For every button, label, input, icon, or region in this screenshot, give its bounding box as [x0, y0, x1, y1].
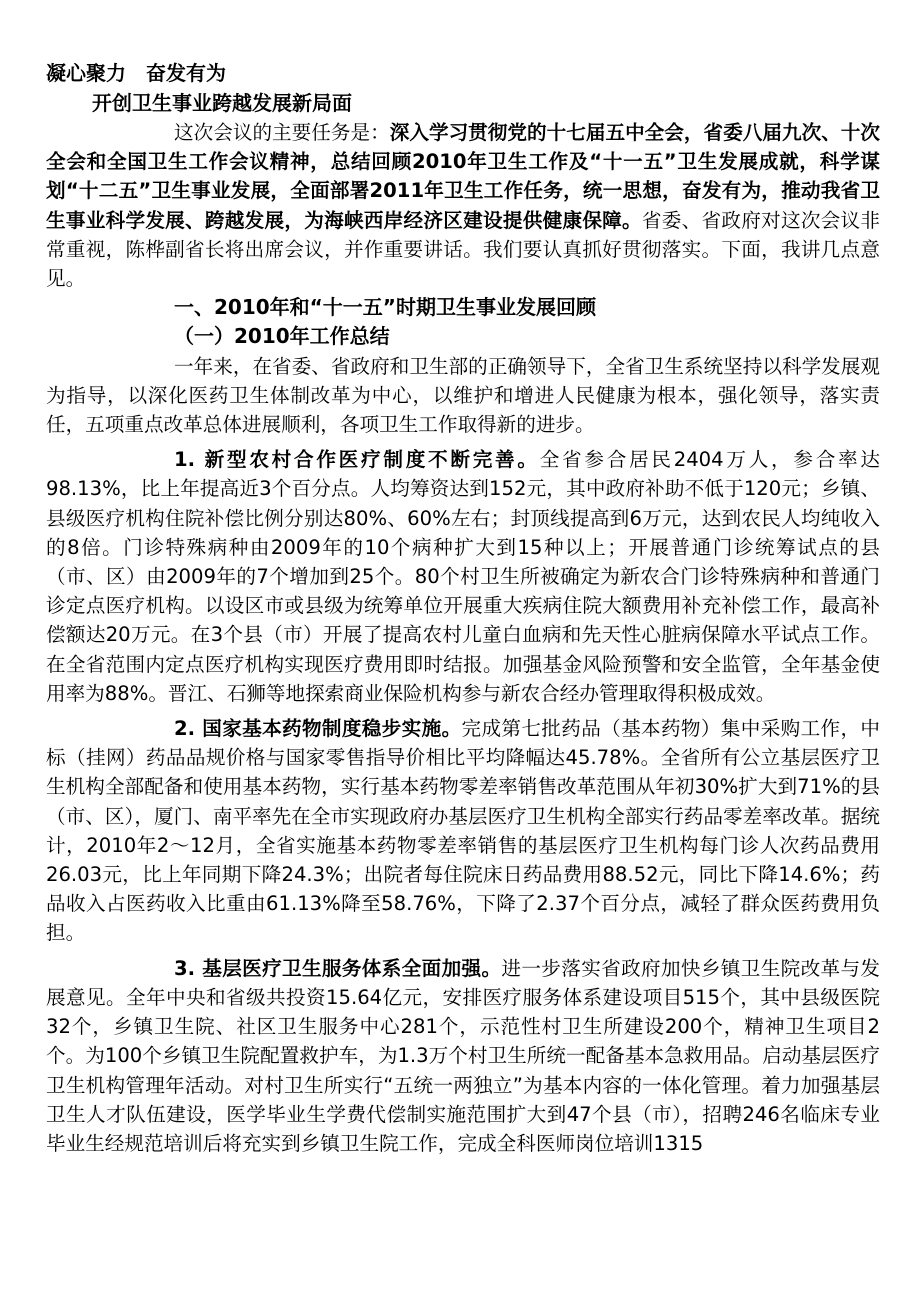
intro-bold: 深入学习贯彻党的十七届五中全会，省委八届九次、十次全会和全国卫生工作会议精神，总结回顾2010年卫生工作及“十一五”卫生发展成就，科学谋划“十二五”卫生事业发展，全面部署2011年卫生工作任务，统一思想，奋发有为，推动我省卫生事业科学发展、跨越发展，为海峡西岸经济区建设提供健康保障。	[46, 121, 881, 232]
item1-paragraph	[46, 445, 880, 708]
section1-heading: 一、2010年和“十一五”时期卫生事业发展回顾	[174, 295, 596, 320]
overview-paragraph: 一年来，在省委、省政府和卫生部的正确领导下，全省卫生系统坚持以科学发展观为指导，以深化医药卫生体制改革为中心，以维护和增进人民健康为根本，强化领导，落实责任，五项重点改革总体进展顺利，各项卫生工作取得新的进步。	[46, 354, 880, 437]
item3-heading: 3. 基层医疗卫生服务体系全面加强。	[174, 956, 502, 980]
item2-paragraph	[46, 714, 880, 948]
item3-body: 进一步落实省政府加快乡镇卫生院改革与发展意见。全年中央和省级共投资15.64亿元，安排医疗服务体系建设项目515个，其中县级医院32个，乡镇卫生院、社区卫生服务中心281个，示范性村卫生所建设200个，精神卫生项目2个。为100个乡镇卫生院配置救护车，为1.3万个村卫生所统一配备基本急救用品。启动基层医疗卫生机构管理年活动。对村卫生所实行“五统一两独立”为基本内容的一体化管理。着力加强基层卫生人才队伍建设，医学毕业生学费代偿制实施范围扩大到47个县（市），招聘246名临床专业毕业生经规范培训后将充实到乡镇卫生院工作，完成全科医师岗位培训1315	[46, 956, 881, 1155]
intro-paragraph	[46, 118, 880, 293]
item3-paragraph	[46, 954, 880, 1158]
item1-body: 全省参合居民2404万人，参合率达98.13%，比上年提高近3个百分点。人均筹资达到152元，其中政府补助不低于120元；乡镇、县级医疗机构住院补偿比例分别达80%、60%左右；封顶线提高到6万元，达到农民人均纯收入的8倍。门诊特殊病种由2009年的10个病种扩大到15种以上；开展普通门诊统筹试点的县（市、区）由2009年的7个增加到25个。80个村卫生所被确定为新农合门诊特殊病种和普通门诊定点医疗机构。以设区市或县级为统筹单位开展重大疾病住院大额费用补充补偿工作，最高补偿额达20万元。在3个县（市）开展了提高农村儿童白血病和先天性心脏病保障水平试点工作。在全省范围内定点医疗机构实现医疗费用即时结报。加强基金风险预警和安全监管，全年基金使用率为88%。晋江、石狮等地探索商业保险机构参与新农合经办管理取得积极成效。	[46, 448, 880, 705]
doc-title-line1: 凝心聚力 奋发有为	[46, 61, 226, 85]
item2-body: 完成第七批药品（基本药物）集中采购工作，中标（挂网）药品品规价格与国家零售指导价相比平均降幅达45.78%。全省所有公立基层医疗卫生机构全部配备和使用基本药物，实行基本药物零差率销售改革范围从年初30%扩大到71%的县（市、区），厦门、南平率先在全市实现政府办基层医疗卫生机构全部实行药品零差率改革。据统计，2010年2～12月，全省实施基本药物零差率销售的基层医疗卫生机构每门诊人次药品费用26.03元，比上年同期下降24.3%；出院者每住院床日药品费用88.52元，同比下降14.6%；药品收入占医药收入比重由61.13%降至58.76%，下降了2.37个百分点，减轻了群众医药费用负担。	[46, 717, 881, 945]
doc-title-line2: 开创卫生事业跨越发展新局面	[92, 91, 352, 115]
intro-tail: 省委、省政府对这次会议非常重视，陈桦副省长将出席会议，并作重要讲话。我们要认真抓好贯彻落实。下面，我讲几点意见。	[46, 208, 880, 291]
section1-subheading: （一）2010年工作总结	[174, 324, 390, 349]
item1-heading: 1. 新型农村合作医疗制度不断完善。	[174, 448, 540, 472]
item2-heading: 2. 国家基本药物制度稳步实施。	[174, 717, 462, 741]
intro-lead: 这次会议的主要任务是：	[174, 121, 390, 144]
document-page	[46, 58, 880, 1158]
